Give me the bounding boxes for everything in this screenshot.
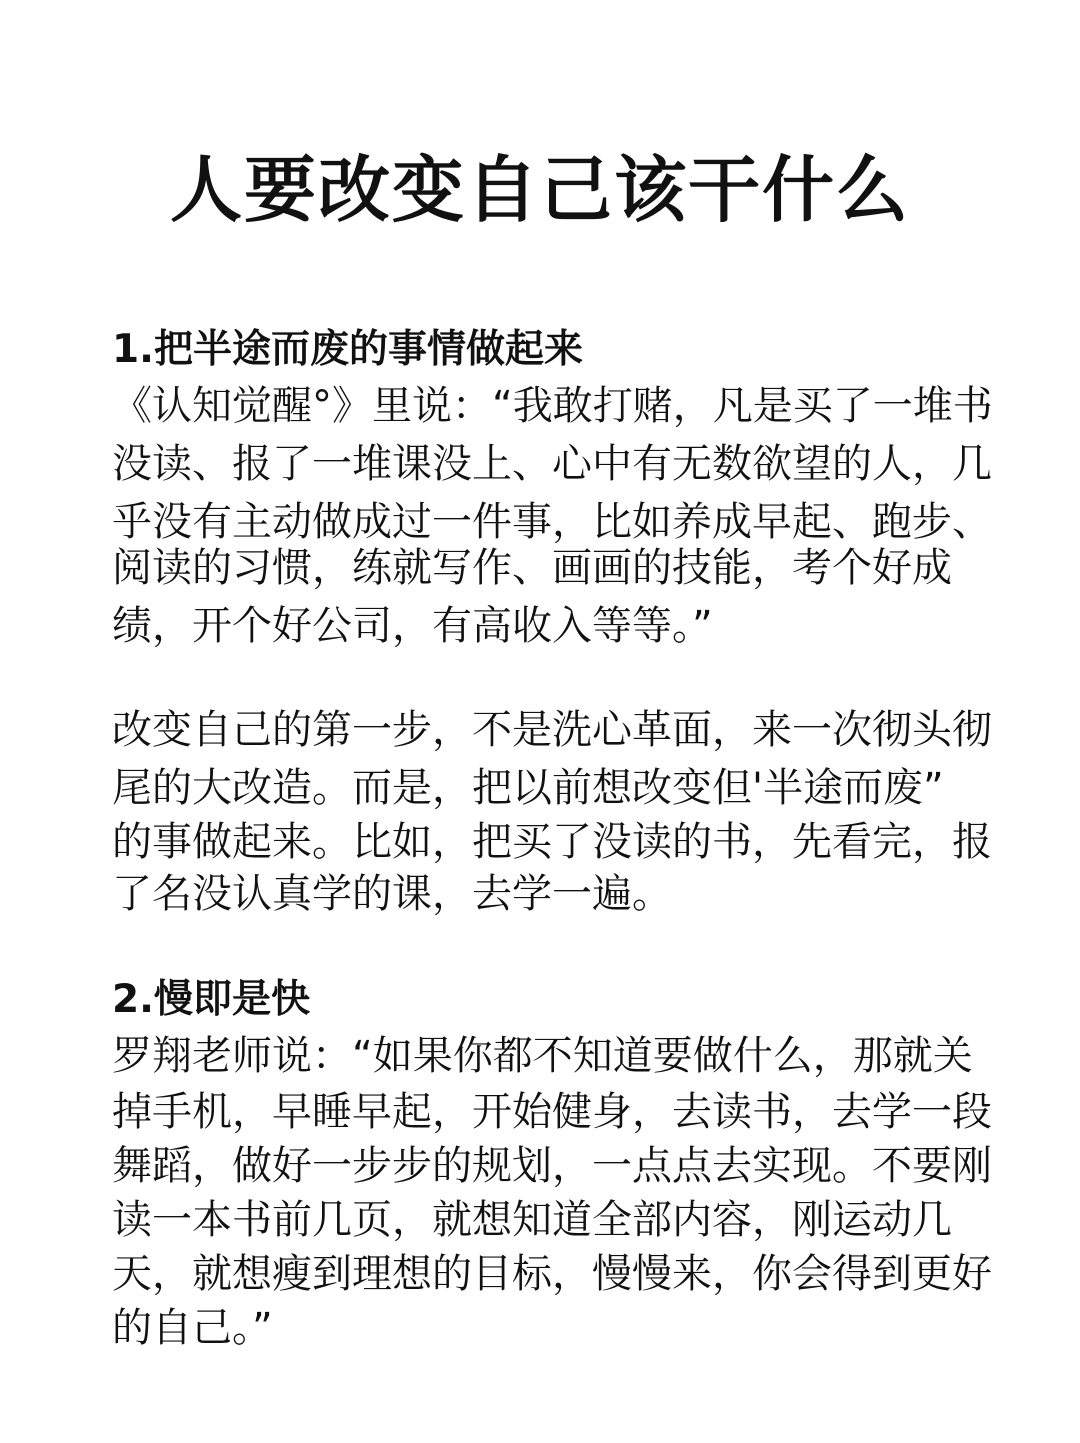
section-1-para-1-line: 阅读的习惯，练就写作、画画的技能，考个好成 [112,545,952,591]
section-1-para-2-line: 尾的大改造。而是，把以前想改变但'半途而废” [112,765,944,811]
page-title: 人要改变自己该干什么 [169,148,910,232]
section-2-para-1-line: 的自己。” [112,1305,273,1351]
section-1-para-2-line: 的事做起来。比如，把买了没读的书，先看完，报 [112,819,992,865]
section-1-heading: 1.把半途而废的事情做起来 [112,327,583,372]
section-1-para-2-line: 了名没认真学的课，去学一遍。 [112,871,672,917]
section-2-para-1-line: 读一本书前几页，就想知道全部内容，刚运动几 [112,1197,952,1243]
section-2-para-1-line: 天，就想瘦到理想的目标，慢慢来，你会得到更好 [112,1251,992,1297]
section-1-para-1-line: 《认知觉醒°》里说：“我敢打赌，凡是买了一堆书 [112,383,993,429]
section-1-para-1-line: 绩，开个好公司，有高收入等等。” [112,603,713,649]
section-2-heading: 2.慢即是快 [112,977,310,1022]
section-2-para-1-line: 罗翔老师说：“如果你都不知道要做什么，那就关 [112,1033,973,1079]
section-1-para-2-line: 改变自己的第一步，不是洗心革面，来一次彻头彻 [112,707,992,753]
section-1-para-1-line: 乎没有主动做成过一件事，比如养成早起、跑步、 [112,499,992,545]
section-1-para-1-line: 没读、报了一堆课没上、心中有无数欲望的人，几 [112,441,992,487]
section-2-para-1-line: 掉手机，早睡早起，开始健身，去读书，去学一段 [112,1089,992,1135]
section-2-para-1-line: 舞蹈，做好一步步的规划，一点点去实现。不要刚 [112,1143,992,1189]
